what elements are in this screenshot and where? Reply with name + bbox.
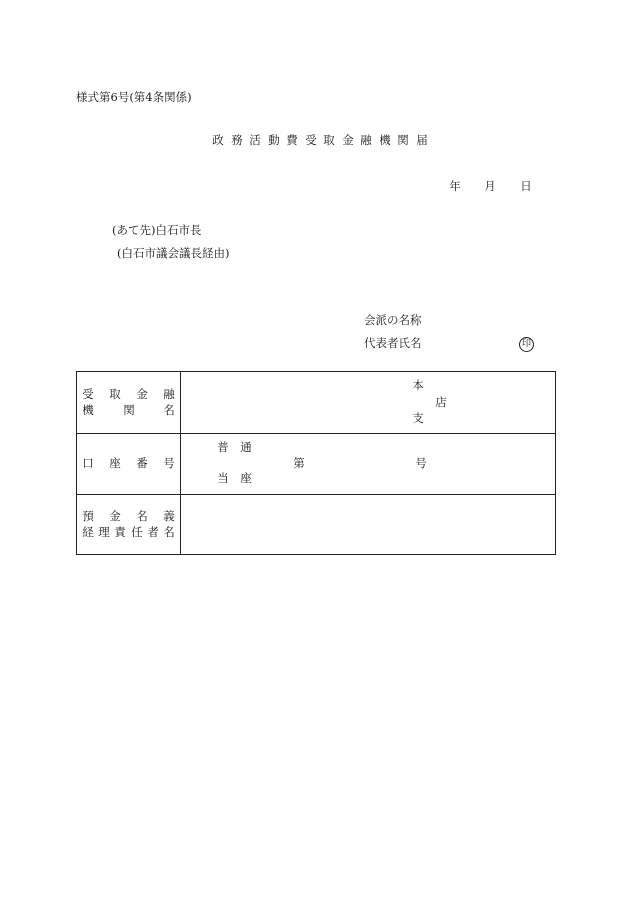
- title-char: 取: [323, 133, 335, 147]
- title-char: 受: [305, 133, 317, 147]
- addressee-via: (白石市議会議長経由): [117, 246, 230, 260]
- branch-branch-mark: 支: [412, 411, 424, 425]
- label-column-divider: [180, 372, 181, 554]
- title-char: 務: [231, 133, 243, 147]
- title-char: 費: [286, 133, 298, 147]
- title-char: 融: [360, 133, 372, 147]
- date-year: 年: [449, 179, 461, 193]
- title-char: 金: [342, 133, 354, 147]
- branch-main-mark: 本: [412, 378, 424, 392]
- addressee: (あて先)白石市長: [112, 223, 202, 237]
- faction-name-label: 会派の名称: [364, 313, 422, 327]
- date-month: 月: [484, 179, 496, 193]
- form-number: 様式第6号(第4条関係): [76, 90, 192, 104]
- account-dai: 第: [293, 456, 305, 470]
- representative-name-label: 代表者氏名: [364, 336, 422, 350]
- account-go: 号: [415, 456, 427, 470]
- title-char: 届: [416, 133, 428, 147]
- title-char: 活: [249, 133, 261, 147]
- branch-store-mark: 店: [435, 395, 447, 409]
- date-day: 日: [520, 179, 532, 193]
- title-char: 動: [268, 133, 280, 147]
- bank-info-table: 受 取 金 融 機 関 名 本 店 支 口 座 番 号 普 通 当 座 第 号 預 金 名 義 経 理 責 任 者 名: [76, 371, 556, 555]
- row-divider: [77, 494, 555, 495]
- seal-mark: 印: [519, 337, 534, 352]
- title-char: 政: [212, 133, 224, 147]
- row-divider: [77, 433, 555, 434]
- title-char: 機: [379, 133, 391, 147]
- title-char: 関: [397, 133, 409, 147]
